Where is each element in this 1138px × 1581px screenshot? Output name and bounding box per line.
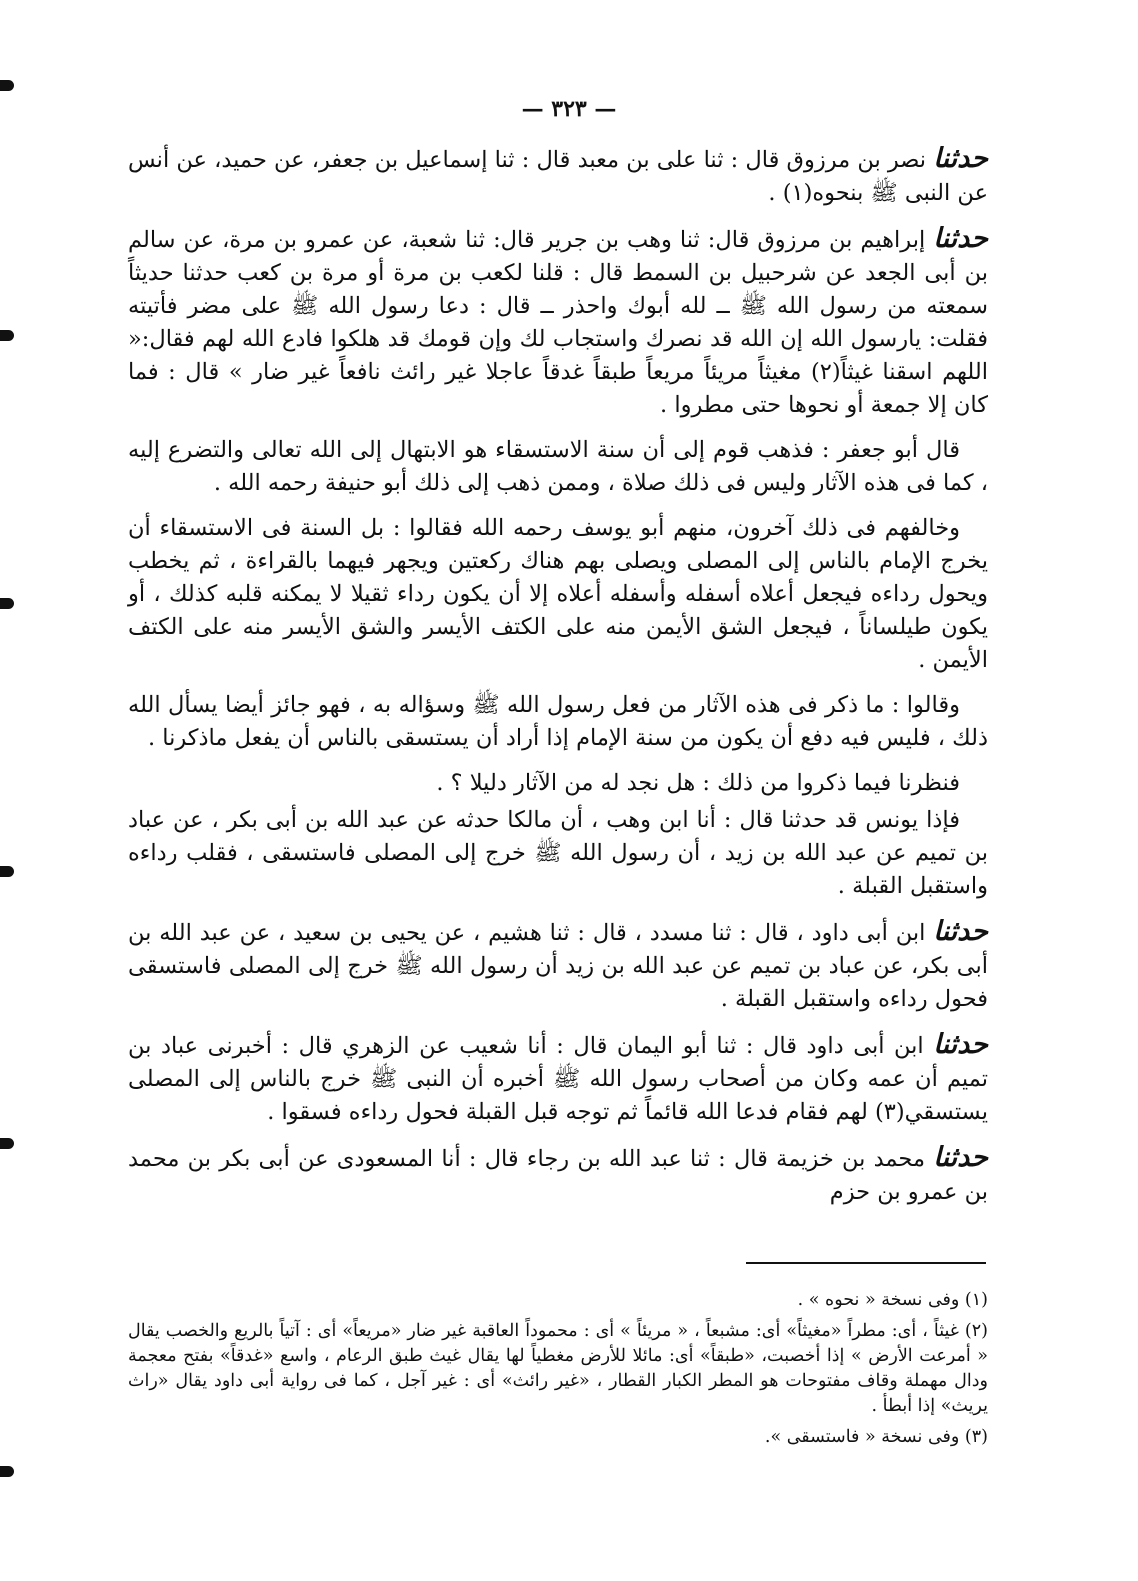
paragraph-hadith-3 — [128, 915, 988, 1016]
paragraph-text: إبراهيم بن مرزوق قال: ثنا وهب بن جرير قال: ثنا شعبة، عن عمرو بن مرة، عن سالم بن أبى الجعد عن شرحبيل بن السمط قال : قلنا لكعب بن مرة أو مرة بن كعب حدثنا حديثاً سمعته من رسول الله ﷺ ــ لله أبوك واحذر ــ قال : دعا رسول الله ﷺ على مضر فأتيته فقلت: يارسول الله إن الله قد نصرك واستجاب لك وإن قومك قد هلكوا فادع الله لهم فقال:« اللهم اسقنا غيثاً(٢) مغيثاً مريئاً مريعاً طبقاً غدقاً عاجلا غير رائث نافعاً غير ضار » قال : فما كان إلا جمعة أو نحوها حتى مطروا . — [128, 227, 988, 418]
paragraph-hadith-4 — [128, 1028, 988, 1129]
margin-mark — [0, 866, 14, 877]
paragraph-yunus — [128, 804, 988, 903]
hadith-keyword: حدثنا — [933, 1029, 989, 1060]
margin-mark — [0, 330, 14, 341]
paragraph-hadith-1 — [128, 142, 988, 210]
main-text — [128, 142, 988, 1221]
paragraph-text: ابن أبى داود قال : ثنا أبو اليمان قال : أنا شعيب عن الزهري قال : أخبرنى عباد بن تميم أن عمه وكان من أصحاب رسول الله ﷺ أخبره أن النبى ﷺ خرج بالناس إلى المصلى يستسقي(٣) لهم فقام فدعا الله قائماً ثم توجه قبل القبلة فحول رداءه فسقوا . — [128, 1033, 988, 1125]
paragraph-text: فنظرنا فيما ذكروا من ذلك : هل نجد له من الآثار دليلا ؟ . — [436, 770, 960, 796]
paragraph-text: وقالوا : ما ذكر فى هذه الآثار من فعل رسول الله ﷺ وسؤاله به ، فهو جائز أيضا يسأل الله ذلك ، فليس فيه دفع أن يكون من سنة الإمام إذا أراد أن يستسقى بالناس أن يفعل ماذكرنا . — [128, 692, 988, 751]
paragraph-hadith-5 — [128, 1141, 988, 1209]
margin-mark — [0, 1466, 14, 1477]
paragraph-text: محمد بن خزيمة قال : ثنا عبد الله بن رجاء قال : أنا المسعودى عن أبى بكر بن محمد بن عمرو بن حزم — [128, 1146, 988, 1205]
hadith-keyword: حدثنا — [933, 916, 988, 947]
page-number: — ٣٢٣ — — [521, 96, 617, 122]
paragraph-we-looked — [128, 767, 988, 800]
footnote-1: (١) وفى نسخة « نحوه » . — [797, 1290, 988, 1310]
paragraph-they-said — [128, 689, 988, 755]
paragraph-hadith-2 — [128, 222, 988, 422]
footnote-divider — [746, 1262, 986, 1264]
margin-mark — [0, 598, 14, 609]
paragraph-text: وخالفهم فى ذلك آخرون، منهم أبو يوسف رحمه الله فقالوا : بل السنة فى الاستسقاء أن يخرج الإمام بالناس إلى المصلى ويصلى بهم هناك ركعتين ويجهر فيهما بالقراءة ، ثم يخطب ويحول رداءه فيجعل أعلاه أسفله وأسفله أعلاه إلا أن يكون رداء ثقيلا لا يمكنه قلبه كذلك ، أو يكون طيلساناً ، فيجعل الشق الأيمن منه على الكتف الأيسر والشق الأيسر منه على الكتف الأيمن . — [128, 515, 988, 673]
paragraph-opponents — [128, 512, 988, 677]
paragraph-text: فإذا يونس قد حدثنا قال : أنا ابن وهب ، أن مالكا حدثه عن عبد الله بن أبى بكر ، عن عباد بن تميم عن عبد الله بن زيد ، أن رسول الله ﷺ خرج إلى المصلى فاستسقى ، فقلب رداءه واستقبل القبلة . — [128, 807, 988, 899]
hadith-keyword: حدثنا — [933, 1142, 989, 1173]
margin-mark — [0, 1138, 14, 1149]
paragraph-text: نصر بن مرزوق قال : ثنا على بن معبد قال : ثنا إسماعيل بن جعفر، عن حميد، عن أنس عن النبى ﷺ بنحوه(١) . — [128, 147, 988, 206]
paragraph-text: قال أبو جعفر : فذهب قوم إلى أن سنة الاستسقاء هو الابتهال إلى الله تعالى والتضرع إليه ، كما فى هذه الآثار وليس فى ذلك صلاة ، وممن ذهب إلى ذلك أبو حنيفة رحمه الله . — [128, 437, 988, 496]
footnote-3: (٣) وفى نسخة « فاستسقى ». — [764, 1427, 988, 1447]
hadith-keyword: حدثنا — [933, 223, 988, 254]
margin-mark — [0, 80, 14, 91]
hadith-keyword: حدثنا — [933, 143, 989, 174]
footnote-2: (٢) غيثاً ، أى: مطراً «مغيثاً» أى: مشبعاً ، « مريئاً » أى : محموداً العاقبة غير ضار «مريعاً» أى : آتياً بالريع والخصب يقال « أمرعت الأرض » إذا أخصبت، «طبقاً» أى: مائلا للأرض مغطياً لها يقال غيث طبق الرعام ، واسع «غدقاً» بفتح معجمة ودال مهملة وقاف مفتوحات هو المطر الكبار القطار ، «غير رائث» أى : غير آجل ، كما فى رواية أبى داود يقال «راث يريث» إذا أبطأ . — [128, 1321, 988, 1416]
paragraph-text: ابن أبى داود ، قال : ثنا مسدد ، قال : ثنا هشيم ، عن يحيى بن سعيد ، عن عبد الله بن أبى بكر، عن عباد بن تميم عن عبد الله بن زيد أن رسول الله ﷺ خرج إلى المصلى فاستسقى فحول رداءه واستقبل القبلة . — [128, 920, 988, 1012]
footnotes — [128, 1288, 988, 1456]
paragraph-abu-jafar — [128, 434, 988, 500]
